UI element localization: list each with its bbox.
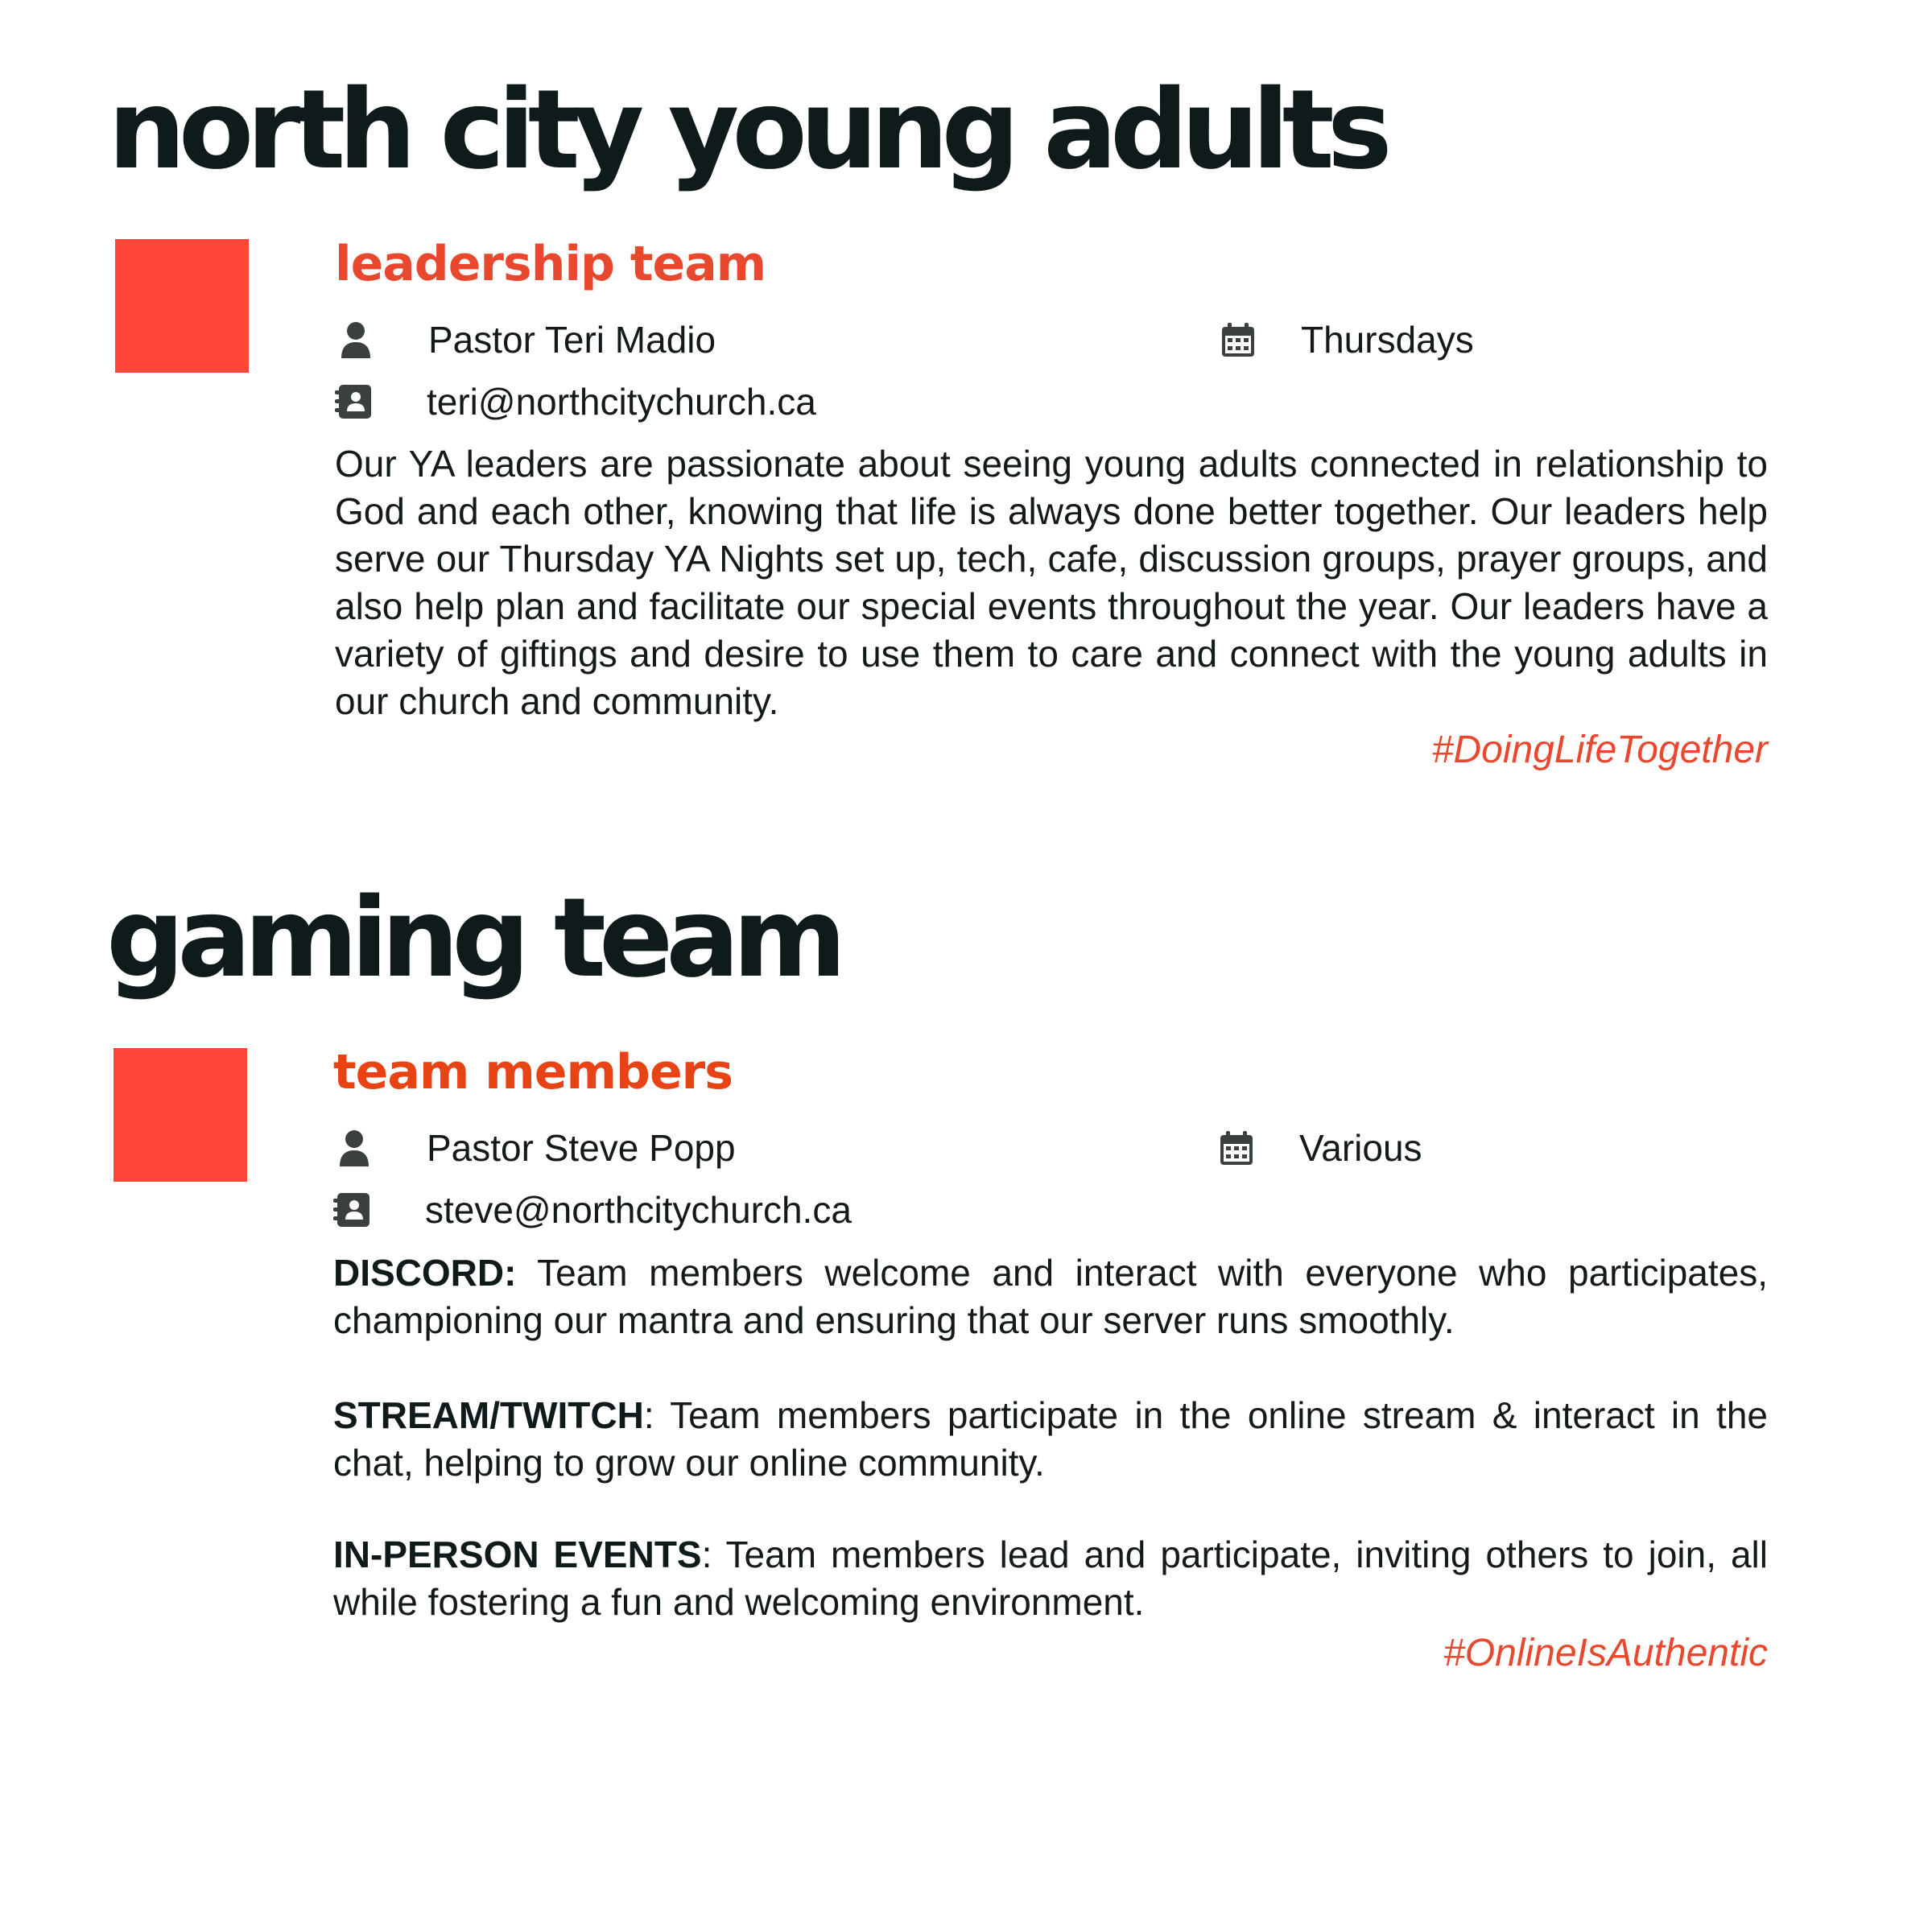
email-row <box>333 379 816 424</box>
contact-name-row <box>335 317 716 362</box>
accent-square <box>115 239 249 373</box>
paragraph-label: DISCORD: <box>333 1252 517 1294</box>
schedule-row <box>1216 1125 1422 1170</box>
paragraph-stream-twitch <box>333 1392 1768 1487</box>
email-row <box>332 1187 852 1232</box>
contact-name-row <box>333 1125 736 1170</box>
address-book-icon <box>333 381 375 423</box>
calendar-icon <box>1217 319 1259 361</box>
schedule: Various <box>1299 1127 1422 1169</box>
subtitle-leadership-team: leadership team <box>335 236 766 292</box>
description-young-adults: Our YA leaders are passionate about seeing young adults connected in relationship to God and each other, knowing that life is always done better together. Our leaders help serve our Thursday YA Nights set up, tech, cafe, discussion groups, prayer groups, and also help plan and facilitate our special events throughout the year. Our leaders have a variety of giftings and desire to use them to care and connect with the young adults in our church and community. <box>335 443 1768 722</box>
user-icon <box>333 1127 375 1169</box>
paragraph-label: STREAM/TWITCH <box>333 1394 644 1436</box>
accent-square <box>114 1048 247 1182</box>
hashtag-gaming-team: #OnlineIsAuthentic <box>1443 1632 1768 1674</box>
contact-name: Pastor Steve Popp <box>427 1127 736 1169</box>
paragraph-label: IN-PERSON EVENTS <box>333 1534 702 1575</box>
contact-email[interactable]: steve@northcitychurch.ca <box>425 1189 852 1231</box>
schedule-row <box>1217 317 1474 362</box>
paragraph-discord <box>333 1249 1768 1344</box>
paragraph-text: Team members welcome and interact with everyone who participates, championing our mantra and ensuring that our server runs smoothly. <box>333 1252 1768 1341</box>
hashtag-young-adults: #DoingLifeTogether <box>1431 729 1768 771</box>
calendar-icon <box>1216 1127 1257 1169</box>
paragraph-in-person-events <box>333 1531 1768 1626</box>
contact-email[interactable]: teri@northcitychurch.ca <box>427 381 816 423</box>
subtitle-team-members: team members <box>333 1044 733 1100</box>
contact-name: Pastor Teri Madio <box>428 319 716 361</box>
section-title-young-adults: north city young adults <box>108 67 1385 194</box>
section-title-gaming-team: gaming team <box>106 875 840 1002</box>
paragraph-text: : Team members participate in the online stream & interact in the chat, helping to grow our online community. <box>333 1394 1768 1484</box>
schedule: Thursdays <box>1301 319 1474 361</box>
address-book-icon <box>332 1189 374 1231</box>
paragraph-text: : Team members lead and participate, inviting others to join, all while fostering a fun and welcoming environment. <box>333 1534 1768 1623</box>
user-icon <box>335 319 377 361</box>
